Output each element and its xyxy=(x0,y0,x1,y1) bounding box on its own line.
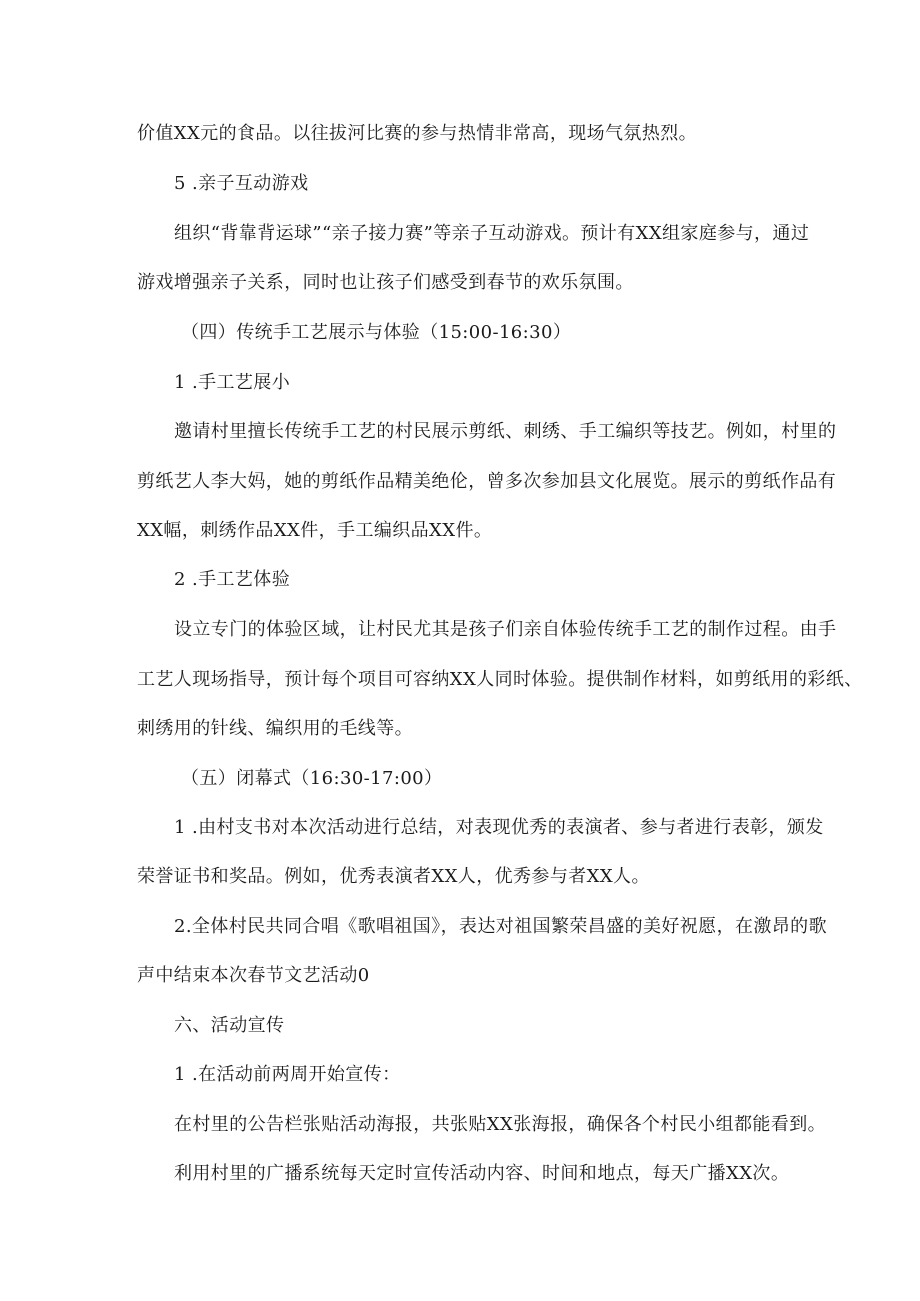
section-heading: （五）闭幕式（16:30-17:00） xyxy=(181,768,443,789)
text-line: 2.全体村民共同合唱《歌唱祖国》，表达对祖国繁荣昌盛的美好祝愿，在激昂的歌 xyxy=(174,916,827,937)
section-heading: 5 .亲子互动游戏 xyxy=(174,173,309,194)
section-heading: 六、活动宣传 xyxy=(174,1015,285,1036)
section-heading: （四）传统手工艺展示与体验（15:00-16:30） xyxy=(181,322,572,343)
text-line: 组织“背靠背运球”“亲子接力赛”等亲子互动游戏。预计有XX组家庭参与，通过 xyxy=(174,223,810,244)
section-heading: 1 .在活动前两周开始宣传： xyxy=(174,1064,401,1085)
text-line: 设立专门的体验区域，让村民尤其是孩子们亲自体验传统手工艺的制作过程。由手 xyxy=(174,619,837,640)
text-line: 游戏增强亲子关系，同时也让孩子们感受到春节的欢乐氛围。 xyxy=(137,272,634,293)
text-line: 声中结束本次春节文艺活动0 xyxy=(137,965,370,986)
text-line: 在村里的公告栏张贴活动海报，共张贴XX张海报，确保各个村民小组都能看到。 xyxy=(174,1114,827,1135)
text-line: 邀请村里擅长传统手工艺的村民展示剪纸、刺绣、手工编织等技艺。例如，村里的 xyxy=(174,421,837,442)
text-line: 剪纸艺人李大妈，她的剪纸作品精美绝伦，曾多次参加县文化展览。展示的剪纸作品有 xyxy=(137,471,837,492)
text-line: 工艺人现场指导，预计每个项目可容纳XX人同时体验。提供制作材料，如剪纸用的彩纸、 xyxy=(137,669,863,690)
section-heading: 2 .手工艺体验 xyxy=(174,569,291,590)
text-line: 荣誉证书和奖品。例如，优秀表演者XX人，优秀参与者XX人。 xyxy=(137,866,650,887)
section-heading: 1 .手工艺展小 xyxy=(174,372,291,393)
text-line: 价值XX元的食品。以往拔河比赛的参与热情非常高，现场气氛热烈。 xyxy=(137,123,698,144)
text-line: 利用村里的广播系统每天定时宣传活动内容、时间和地点，每天广播XX次。 xyxy=(174,1163,790,1184)
text-line: 刺绣用的针线、编织用的毛线等。 xyxy=(137,718,413,739)
text-line: 1 .由村支书对本次活动进行总结，对表现优秀的表演者、参与者进行表彰，颁发 xyxy=(174,817,824,838)
text-line: XX幅，刺绣作品XX件，手工编织品XX件。 xyxy=(137,520,493,541)
